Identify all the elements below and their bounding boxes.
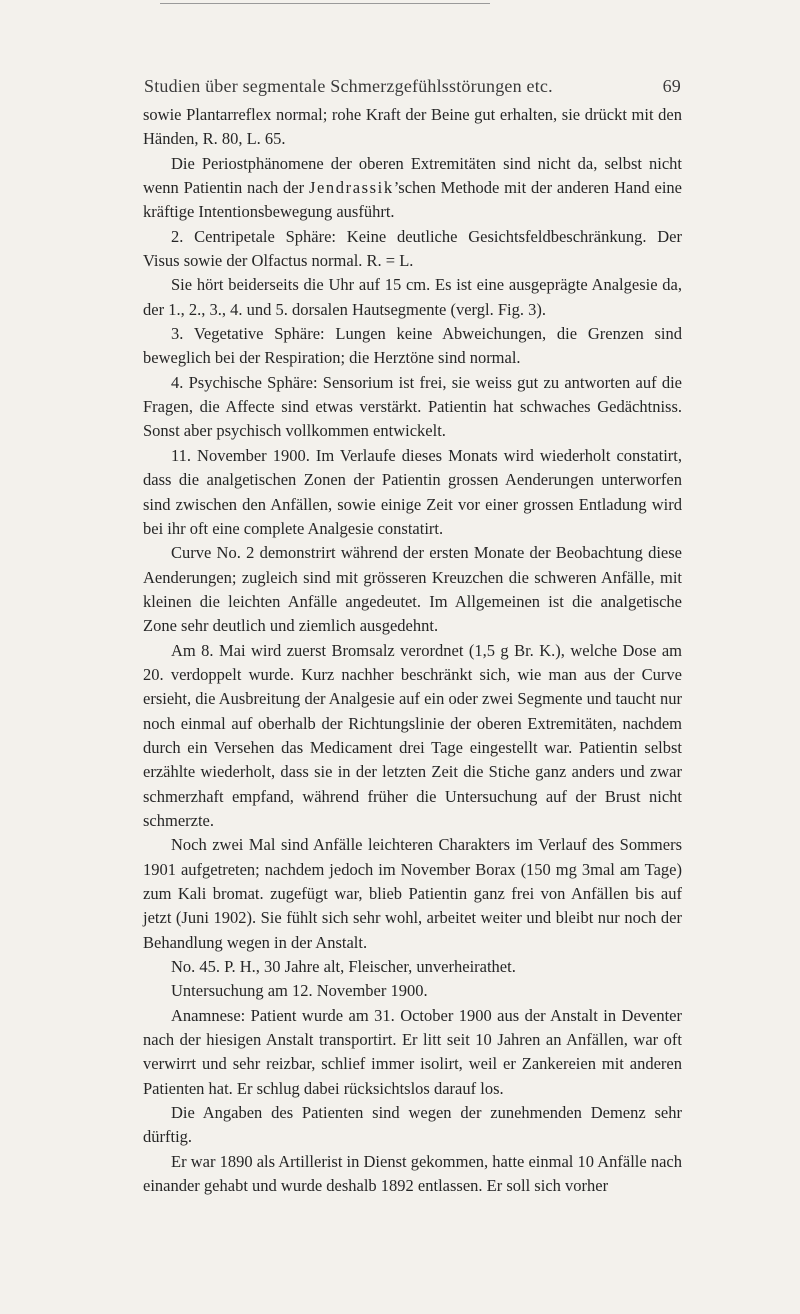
paragraph-curve-2: Curve No. 2 demonstrirt während der ersten Monate der Beobachtung diese Aenderungen; zugleich sind mit grösseren Kreuzchen die schweren Anfälle, mit kleinen die leichten Anfälle angedeutet. Im Allgemeinen ist die analgetische Zone sehr deutlich und ziemlich ausgedehnt. <box>143 543 682 636</box>
running-title: Studien über segmentale Schmerzgefühlsstörungen etc. <box>144 76 553 96</box>
paragraph-psychic: 4. Psychische Sphäre: Sensorium ist frei, sie weiss gut zu antworten auf die Fragen, die Affecte sind etwas verstärkt. Patientin hat schwaches Gedächtniss. Sonst aber psychisch vollkommen entwickelt. <box>143 372 682 441</box>
author-name-jendrassik: Jendrassik <box>308 178 394 198</box>
paragraph-case-45: No. 45. P. H., 30 Jahre alt, Fleischer, unverheirathet. <box>171 957 516 977</box>
periost-text-b: ’schen Methode mit der anderen Hand eine kräftige Intentionsbewegung ausführt. <box>143 178 683 222</box>
body-text <box>143 103 682 1198</box>
paragraph-vegetative: 3. Vegetative Sphäre: Lungen keine Abweichungen, die Grenzen sind beweglich bei der Respiration; die Herztöne sind normal. <box>143 324 682 368</box>
paragraph-centripetal: 2. Centripetale Sphäre: Keine deutliche Gesichtsfeldbeschränkung. Der Visus sowie der Olfactus normal. R. = L. <box>143 226 682 271</box>
paragraph-periost <box>143 152 682 225</box>
paragraph-examination-date: Untersuchung am 12. November 1900. <box>171 981 428 1001</box>
running-head <box>144 70 681 100</box>
paragraph-summer-1901: Noch zwei Mal sind Anfälle leichteren Charakters im Verlauf des Sommers 1901 aufgetreten; nachdem jedoch im November Borax (150 mg 3mal am Tage) zum Kali bromat. zugefügt war, blieb Patientin ganz frei von Anfällen bis auf jetzt (Juni 1902). Sie fühlt sich sehr wohl, arbeitet weiter und bleibt nur noch der Behandlung wegen in der Anstalt. <box>143 835 682 952</box>
paragraph-hearing-analgesia: Sie hört beiderseits die Uhr auf 15 cm. Es ist eine ausgeprägte Analgesie da, der 1., 2., 3., 4. und 5. dorsalen Hautsegmente (vergl. Fig. 3). <box>143 275 682 319</box>
page-number: 69 <box>662 76 681 96</box>
paragraph-patient-statements: Die Angaben des Patienten sind wegen der zunehmenden Demenz sehr dürftig. <box>143 1103 682 1147</box>
paragraph-november-1900: 11. November 1900. Im Verlaufe dieses Monats wird wiederholt constatirt, dass die analgetischen Zonen der Patientin grossen Aenderungen unterworfen sind zwischen den Anfällen, sowie einige Zeit vor einer grossen Entladung wird bei ihr oft eine complete Analgesie constatirt. <box>143 445 682 538</box>
paragraph-anamnese: Anamnese: Patient wurde am 31. October 1900 aus der Anstalt in Deventer nach der hiesigen Anstalt transportirt. Er litt seit 10 Jahren an Anfällen, war oft verwirrt und sehr reizbar, schlief immer isolirt, weil er Zankereien mit anderen Patienten hat. Er schlug dabei rücksichtslos darauf los. <box>143 1005 682 1098</box>
paragraph-bromsalz: Am 8. Mai wird zuerst Bromsalz verordnet (1,5 g Br. K.), welche Dose am 20. verdoppelt wurde. Kurz nachher beschränkt sich, wie man aus der Curve ersieht, die Ausbreitung der Analgesie auf ein oder zwei Segmente und taucht nur noch einmal auf oberhalb der Richtungslinie der oberen Extremitäten, nachdem durch ein Versehen das Medicament drei Tage eingestellt war. Patientin selbst erzählte wiederholt, dass sie in der letzten Zeit die Stiche ganz anders und zwar schmerzhaft empfand, während früher die Untersuchung auf der Brust nicht schmerzte. <box>143 640 682 830</box>
top-edge-rule <box>160 3 490 4</box>
paragraph-motor-continued: sowie Plantarreflex normal; rohe Kraft der Beine gut erhalten, sie drückt mit den Händen, R. 80, L. 65. <box>143 105 682 149</box>
paragraph-artillerist: Er war 1890 als Artillerist in Dienst gekommen, hatte einmal 10 Anfälle nach einander gehabt und wurde deshalb 1892 entlassen. Er soll sich vorher <box>143 1151 682 1196</box>
periost-text-a: Die Periostphänomene der oberen Extremitäten sind nicht da, selbst nicht wenn Patientin nach der <box>143 153 682 198</box>
